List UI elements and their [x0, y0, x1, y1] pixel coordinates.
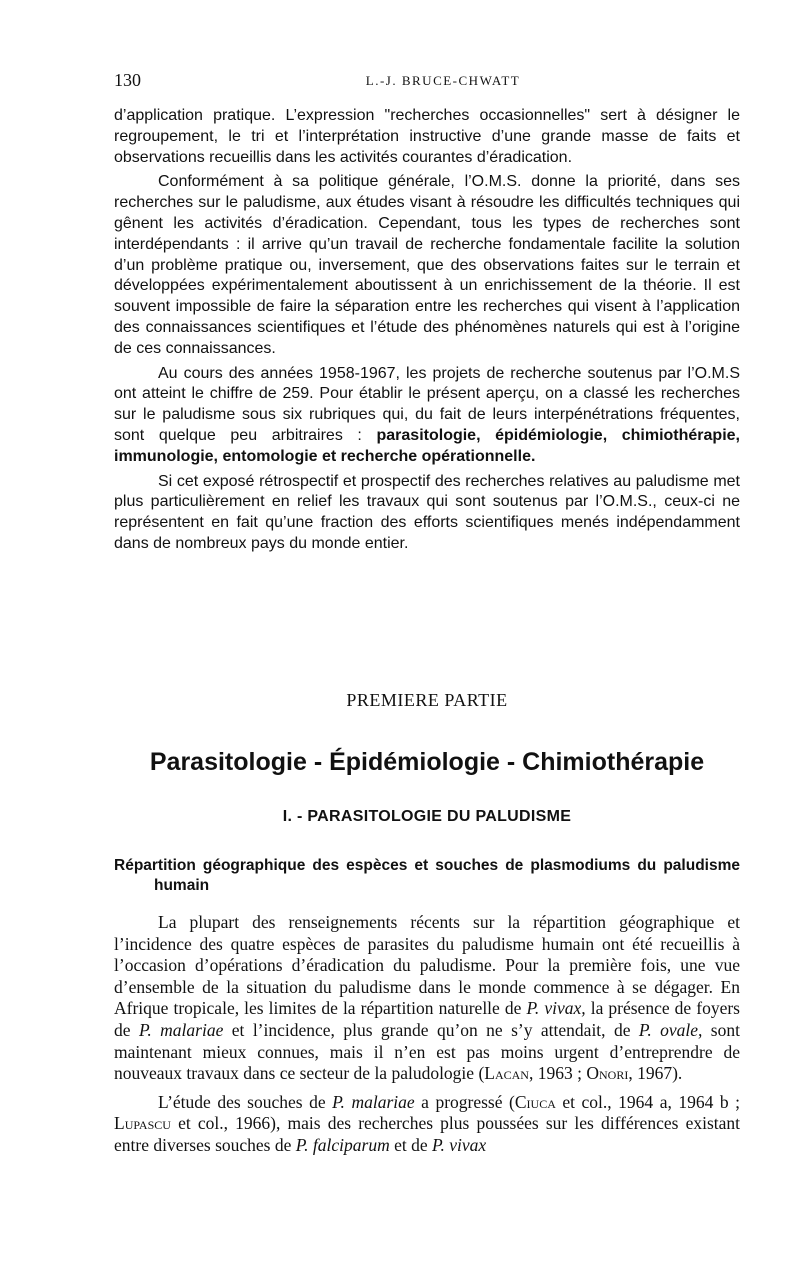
- body-paragraph-2: [114, 1092, 740, 1157]
- intro-paragraph-2: Conformément à sa politique générale, l’O.M.S. donne la priorité, dans ses recherches sur le paludisme, aux études visant à résoudre les difficultés techniques qui gênent les activités d’éradication. Cependant, tous les types de recherches sont interdépendants : il arrive qu’un travail de recherche fondamentale facilite la solution d’un problème pratique ou, inversement, que des observations faites sur le terrain et développées expérimentalement aboutissent à un enrichissement de la théorie. Il est souvent impossible de faire la séparation entre les recherches qui visent à l’application des connaissances scientifiques et l’étude des phénomènes naturels qui est à l’origine de ces connaissances.: [114, 173, 740, 357]
- author-name: Lupascu: [114, 1113, 171, 1134]
- author-name: Onori: [586, 1063, 629, 1084]
- text-run: sont maintenant mieux connues, mais il n’en est pas moins urgent d’entreprendre de nouveaux travaux dans ce secteur de la paludologie (: [114, 1019, 740, 1084]
- text-run: et col., 1966), mais des recherches plus poussées sur les différences existant entre diverses souches de: [114, 1113, 740, 1155]
- running-title: L.-J. BRUCE-CHWATT: [365, 73, 521, 88]
- part-title: Parasitologie - Épidémiologie - Chimiothérapie: [149, 748, 705, 776]
- section-title: I. - PARASITOLOGIE DU PALUDISME: [282, 808, 572, 825]
- subsection-title: Répartition géographique des espèces et souches de plasmodiums du paludisme humain: [114, 857, 740, 894]
- intro-paragraph-3-text: Au cours des années 1958-1967, les projets de recherche soutenus par l’O.M.S ont atteint le chiffre de 259. Pour établir le présent aperçu, on a classé les recherches sur le paludisme sous six rubriques qui, du fait de leurs interpénétrations fréquentes, sont quelque peu arbitraires :: [114, 364, 740, 444]
- intro-paragraph-1: d’application pratique. L’expression "recherches occasionnelles" sert à désigner le regroupement, le tri et l’interprétation instructive d’une grande masse de faits et observations recueillis dans les activités courantes d’éradication.: [114, 107, 740, 166]
- species-name: P. falciparum: [295, 1134, 390, 1155]
- intro-paragraph-3: [114, 364, 740, 468]
- intro-text: [114, 106, 740, 559]
- text-run: la présence de foyers de: [114, 998, 740, 1040]
- body-text: [114, 912, 740, 1164]
- text-run: a progressé (: [414, 1091, 515, 1112]
- text-run: L’étude des souches de: [158, 1091, 333, 1112]
- text-run: et l’incidence, plus grande qu’on ne s’y attendait, de: [223, 1019, 639, 1040]
- text-run: , 1963 ;: [528, 1063, 587, 1084]
- text-run: , 1967).: [628, 1063, 683, 1084]
- text-run: et col., 1964 a, 1964 b ;: [555, 1091, 741, 1112]
- part-label: PREMIERE PARTIE: [346, 690, 508, 710]
- species-name: P. vivax: [432, 1134, 487, 1155]
- species-name: P. malariae: [138, 1019, 224, 1040]
- author-name: Lacan: [484, 1063, 529, 1084]
- page-number: 130: [114, 70, 141, 90]
- text-run: et de: [389, 1134, 433, 1155]
- author-name: Ciuca: [514, 1091, 556, 1112]
- species-name: P. ovale,: [638, 1019, 703, 1040]
- running-head: [114, 70, 742, 94]
- text-run: La plupart des renseignements récents sur la répartition géographique et l’incidence des quatre espèces de parasites du paludisme humain ont été recueillis à l’occasion d’opérations d’éradication du paludisme. Pour la première fois, une vue d’ensemble de la situation du paludisme dans le monde commence à se dégager. En Afrique tropicale, les limites de la répartition naturelle de: [114, 912, 740, 1019]
- species-name: P. malariae: [332, 1091, 415, 1112]
- research-categories: parasitologie, épidémiologie, chimiothérapie, immunologie, entomologie et recherche opérationnelle.: [114, 426, 740, 465]
- species-name: P. vivax,: [526, 998, 586, 1019]
- intro-paragraph-4: Si cet exposé rétrospectif et prospectif des recherches relatives au paludisme met plus particulièrement en relief les travaux qui sont soutenus par l’O.M.S., ceux-ci ne représentent en fait qu’une fraction des efforts scientifiques menés indépendamment dans de nombreux pays du monde entier.: [114, 472, 740, 552]
- body-paragraph-1: [114, 912, 740, 1085]
